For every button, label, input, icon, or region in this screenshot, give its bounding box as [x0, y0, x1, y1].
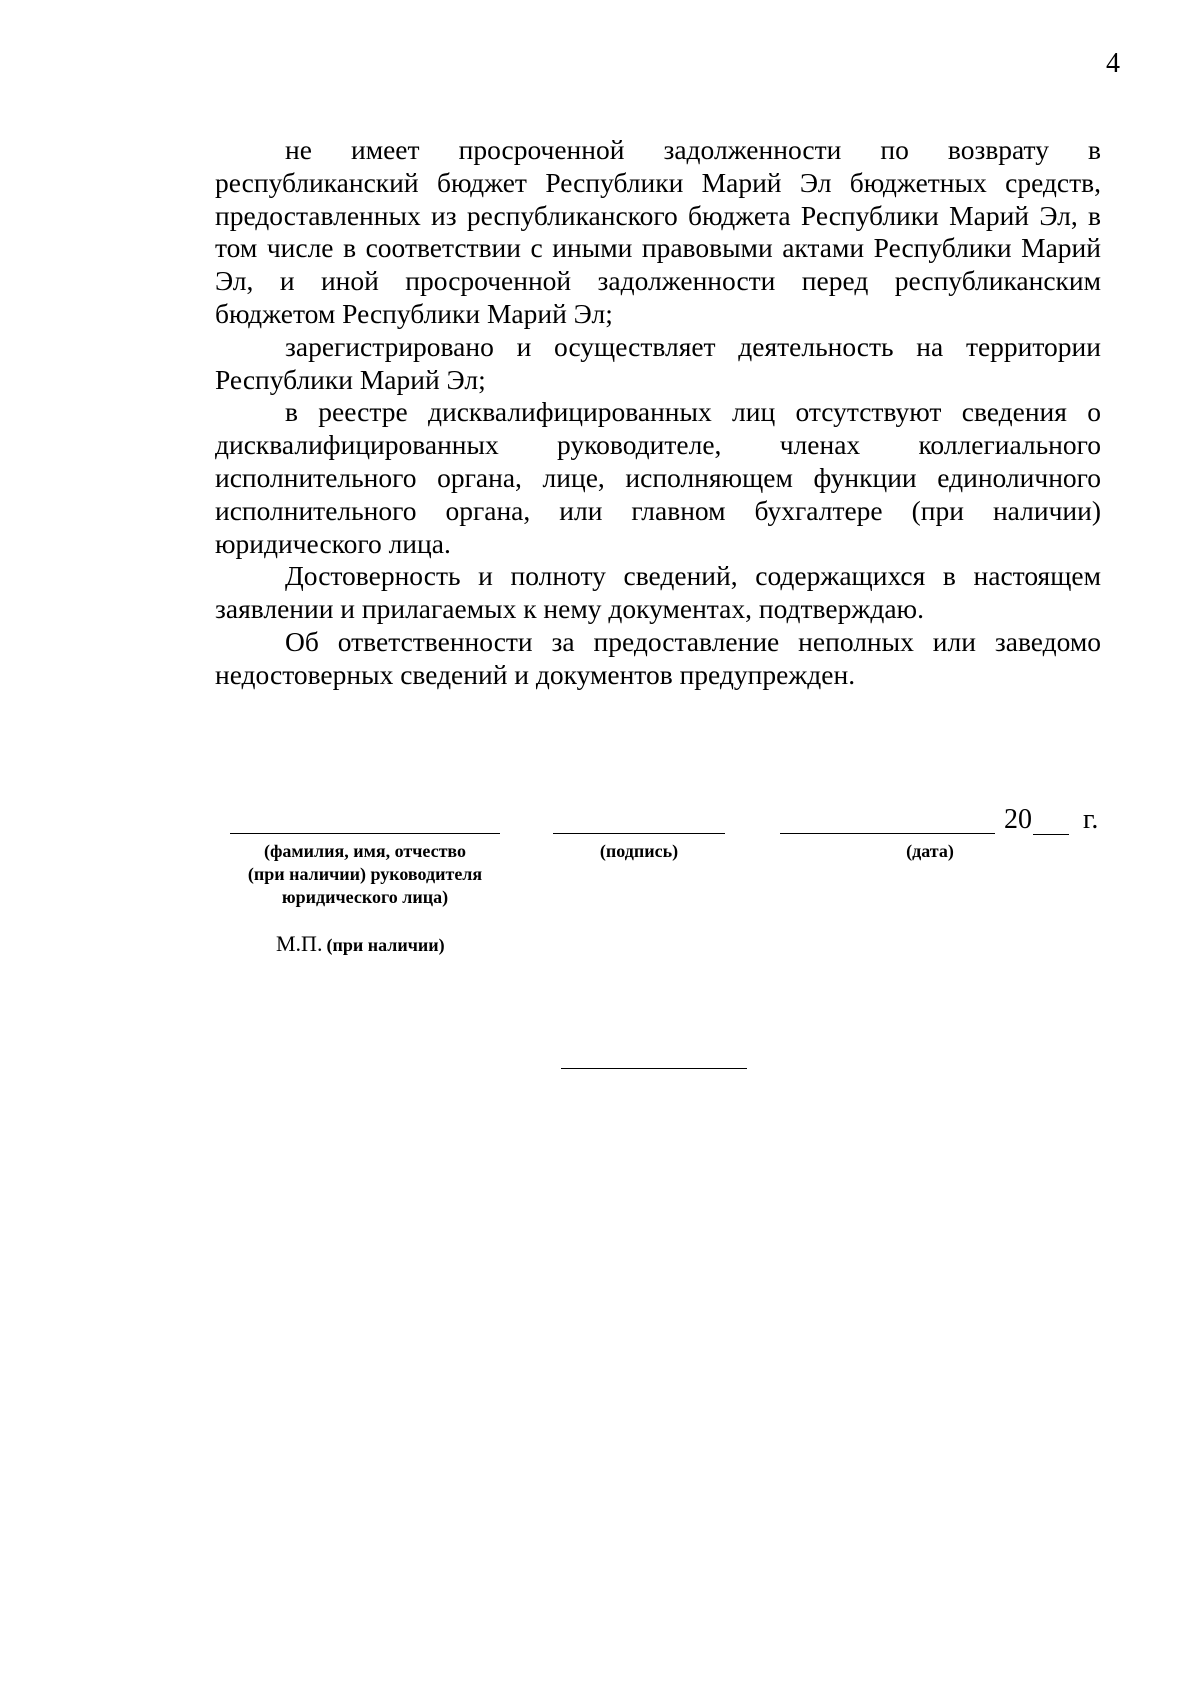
stamp-note: (при наличии) [326, 935, 445, 955]
date-line [780, 833, 995, 834]
end-of-document-rule [561, 1068, 747, 1069]
stamp-label [276, 931, 445, 957]
paragraph-registered: зарегистрировано и осуществляет деятельность на территории Республики Марий Эл; [215, 330, 1101, 395]
paragraph-confirmation: Достоверность и полноту сведений, содержащихся в настоящем заявлении и прилагаемых к нему документах, подтверждаю. [215, 560, 1101, 625]
document-body [215, 134, 1101, 692]
date-caption: (дата) [906, 841, 954, 861]
signature-caption: (подпись) [599, 841, 679, 861]
page-number: 4 [1106, 48, 1120, 79]
year-suffix: г. [1083, 804, 1099, 835]
name-caption: (фамилия, имя, отчество (при наличии) руководителя юридического лица) [247, 841, 483, 907]
name-line [230, 833, 500, 834]
year-prefix: 20 [1004, 804, 1032, 835]
paragraph-responsibility: Об ответственности за предоставление неполных или заведомо недостоверных сведений и документов предупрежден. [215, 625, 1101, 690]
stamp-abbreviation: М.П. [276, 931, 323, 956]
paragraph-no-debt: не имеет просроченной задолженности по возврату в республиканский бюджет Республики Марий Эл бюджетных средств, предоставленных из республиканского бюджета Республики Марий Эл, в том числе в соответствии с иными правовыми актами Республики Марий Эл, и иной просроченной задолженности перед республиканским бюджетом Республики Марий Эл; [215, 134, 1101, 329]
paragraph-disqualified-registry: в реестре дисквалифицированных лиц отсутствуют сведения о дисквалифицированных руководителе, членах коллегиального исполнительного органа, лице, исполняющем функции единоличного исполнительного органа, или главном бухгалтере (при наличии) юридического лица. [215, 396, 1101, 559]
signature-line [553, 833, 725, 834]
year-blank-line [1033, 834, 1069, 835]
